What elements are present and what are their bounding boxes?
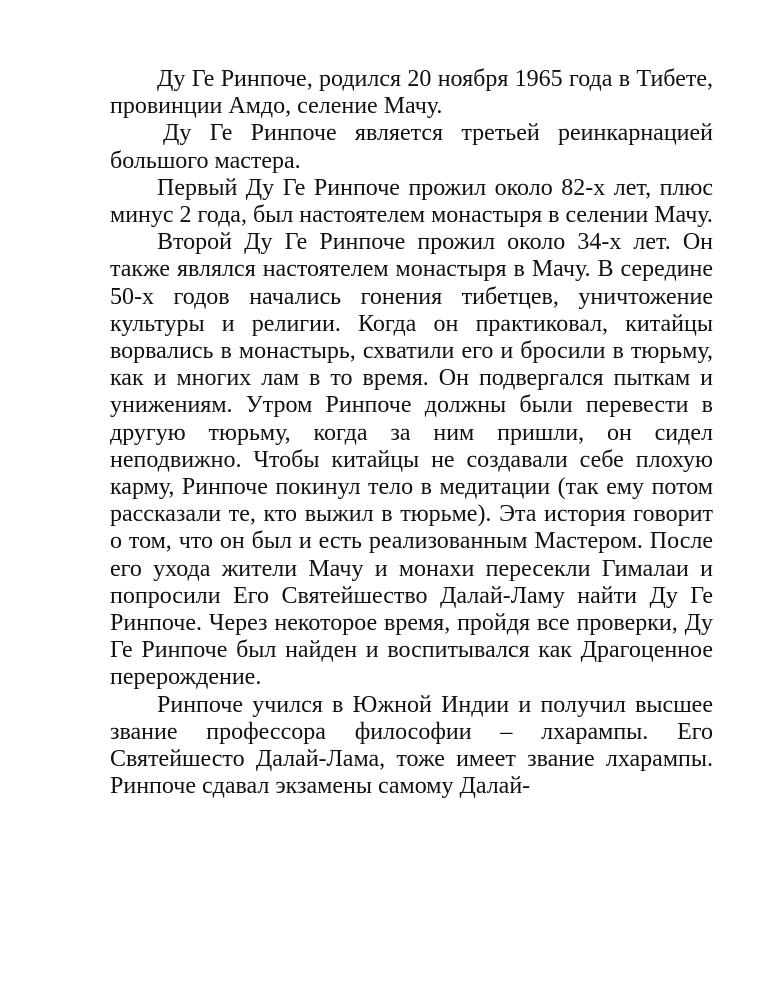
paragraph-reincarnation: Ду Ге Ринпоче является третьей реинкарнацией большого мастера. (110, 120, 713, 174)
paragraph-first-rinpoche: Первый Ду Ге Ринпоче прожил около 82-х лет, плюс минус 2 года, был настоятелем монастыря в селении Мачу. (110, 174, 713, 229)
paragraph-education: Ринпоче учился в Южной Индии и получил высшее звание профессора философии – лхарампы. Его Святейшесто Далай-Лама, тоже имеет звание лхарампы. Ринпоче сдавал экзамены самому Далай- (110, 691, 713, 800)
body-text (110, 66, 713, 800)
paragraph-birth: Ду Ге Ринпоче, родился 20 ноября 1965 года в Тибете, провинции Амдо, селение Мачу. (110, 66, 713, 120)
paragraph-second-rinpoche: Второй Ду Ге Ринпоче прожил около 34-х лет. Он также являлся настоятелем монастыря в Мачу. В середине 50-х годов начались гонения тибетцев, уничтожение культуры и религии. Когда он практиковал, китайцы ворвались в монастырь, схватили его и бросили в тюрьму, как и многих лам в то время. Он подвергался пыткам и унижениям. Утром Ринпоче должны были перевести в другую тюрьму, когда за ним пришли, он сидел неподвижно. Чтобы китайцы не создавали себе плохую карму, Ринпоче покинул тело в медитации (так ему потом рассказали те, кто выжил в тюрьме). Эта история говорит о том, что он был и есть реализованным Мастером. После его ухода жители Мачу и монахи пересекли Гималаи и попросили Его Святейшество Далай-Ламу найти Ду Ге Ринпоче. Через некоторое время, пройдя все проверки, Ду Ге Ринпоче был найден и воспитывался как Драгоценное перерождение. (110, 229, 713, 691)
